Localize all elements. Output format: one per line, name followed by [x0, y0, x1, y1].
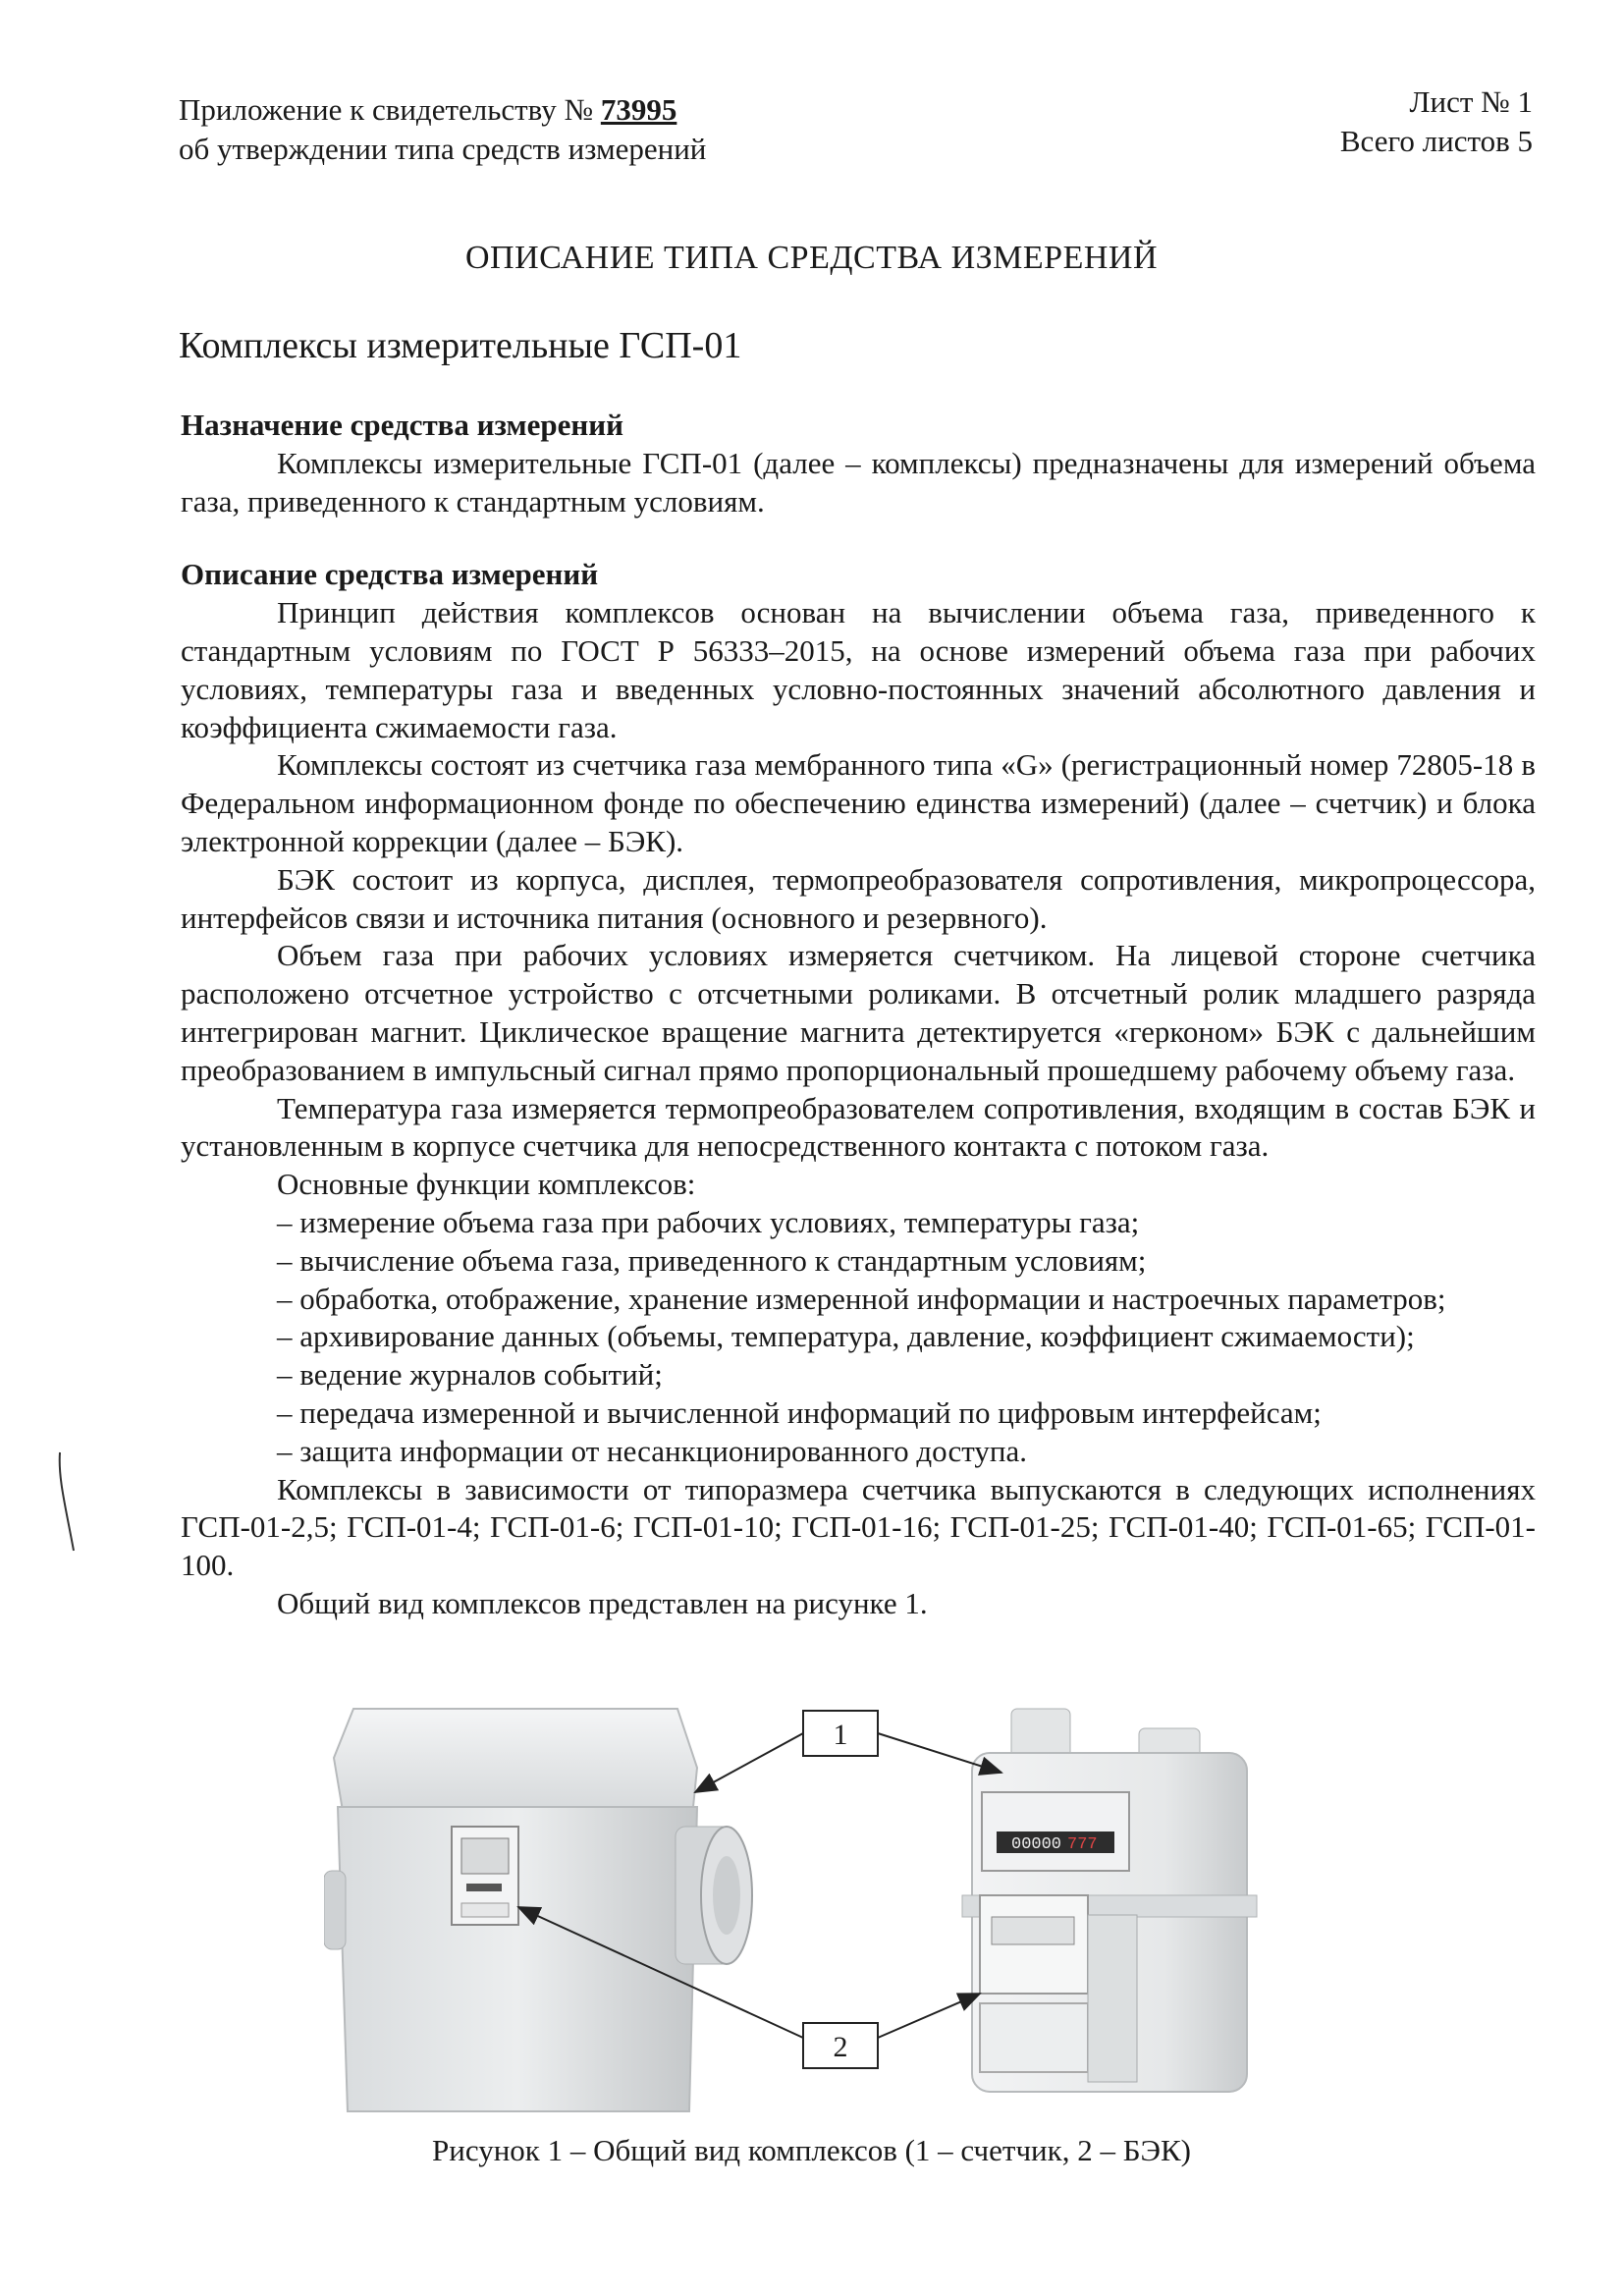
arrow-2-right — [878, 1994, 980, 2038]
document-title: ОПИСАНИЕ ТИПА СРЕДСТВА ИЗМЕРЕНИЙ — [464, 240, 1158, 276]
paragraph: Принцип действия комплексов основан на вычислении объема газа, приведенного к стандартным условиям по ГОСТ Р 56333–2015, на основе измерений объема газа при рабочих условиях, температуры газа и введенных условно-постоянных значений абсолютного давления и коэффициента сжимаемости газа. — [181, 595, 1536, 744]
instrument-name: Комплексы измерительные ГСП-01 — [179, 325, 742, 366]
function-item: – архивирование данных (объемы, температура, давление, коэффициент сжимаемости); — [277, 1319, 1415, 1354]
sheet-number: Лист № 1 — [1409, 84, 1533, 119]
header-left — [179, 90, 706, 169]
figure-reference: Общий вид комплексов представлен на рисунке 1. — [277, 1585, 928, 1620]
compact-gas-meter-image — [962, 1709, 1257, 2092]
figure-label-2: 2 — [833, 2031, 848, 2063]
figure-1 — [324, 1699, 1483, 2121]
paragraph: Объем газа при рабочих условиях измеряется счетчиком. На лицевой стороне счетчика расположено отсчетное устройство с отсчетными роликами. В отсчетный ролик младшего разряда интегрирован магнит. Циклическое вращение магнита детектируется «герконом» БЭК с дальнейшим преобразованием в импульсный сигнал прямо пропорциональный прошедшему рабочему объему газа. — [181, 938, 1536, 1087]
function-item: – защита информации от несанкционированного доступа. — [277, 1433, 1027, 1468]
appendix-prefix: Приложение к свидетельству № — [179, 92, 601, 127]
header-right — [1340, 82, 1533, 161]
appendix-line — [179, 90, 706, 130]
arrow-1-left — [695, 1733, 803, 1792]
purpose-text: Комплексы измерительные ГСП-01 (далее – комплексы) предназначены для измерений объема газа, приведенного к стандартным условиям. — [181, 445, 1536, 519]
versions-paragraph: Комплексы в зависимости от типоразмера счетчика выпускаются в следующих исполнениях ГСП-01-2,5; ГСП-01-4; ГСП-01-6; ГСП-01-10; ГСП-01-16; ГСП-01-25; ГСП-01-40; ГСП-01-65; ГСП-01-100. — [181, 1471, 1536, 1583]
large-gas-meter-image — [324, 1709, 752, 2111]
function-item: – обработка, отображение, хранение измеренной информации и настроечных параметров; — [277, 1281, 1446, 1316]
document-body — [181, 407, 1536, 1623]
arrow-1-right — [878, 1733, 1001, 1773]
function-item: – передача измеренной и вычисленной информаций по цифровым интерфейсам; — [277, 1394, 1322, 1430]
meter-digits: 00000 — [1011, 1835, 1062, 1854]
meter-digits-red: 777 — [1067, 1835, 1098, 1854]
total-sheets: Всего листов 5 — [1339, 124, 1533, 158]
margin-pen-mark — [54, 1449, 83, 1557]
paragraph: БЭК состоит из корпуса, дисплея, термопреобразователя сопротивления, микропроцессора, интерфейсов связи и источника питания (основного и резервного). — [181, 861, 1536, 935]
approval-line: об утверждении типа средств измерений — [179, 132, 707, 166]
function-item: – ведение журналов событий; — [277, 1357, 663, 1393]
paragraph: Температура газа измеряется термопреобразователем сопротивления, входящим в состав БЭК и установленным в корпусе счетчика для непосредственного контакта с потоком газа. — [181, 1090, 1536, 1164]
description-heading: Описание средства измерений — [181, 557, 599, 592]
figure-label-1: 1 — [833, 1719, 848, 1751]
function-item: – вычисление объема газа, приведенного к стандартным условиям; — [277, 1242, 1147, 1278]
figure-caption: Рисунок 1 – Общий вид комплексов (1 – счетчик, 2 – БЭК) — [432, 2133, 1191, 2167]
functions-intro: Основные функции комплексов: — [277, 1167, 696, 1202]
purpose-heading: Назначение средства измерений — [181, 408, 624, 442]
certificate-number: 73995 — [600, 92, 677, 127]
paragraph: Комплексы состоят из счетчика газа мембранного типа «G» (регистрационный номер 72805-18 в Федеральном информационном фонде по обеспечению единства измерений) (далее – счетчик) и блока электронной коррекции (далее – БЭК). — [181, 747, 1536, 858]
function-item: – измерение объема газа при рабочих условиях, температуры газа; — [277, 1204, 1140, 1239]
